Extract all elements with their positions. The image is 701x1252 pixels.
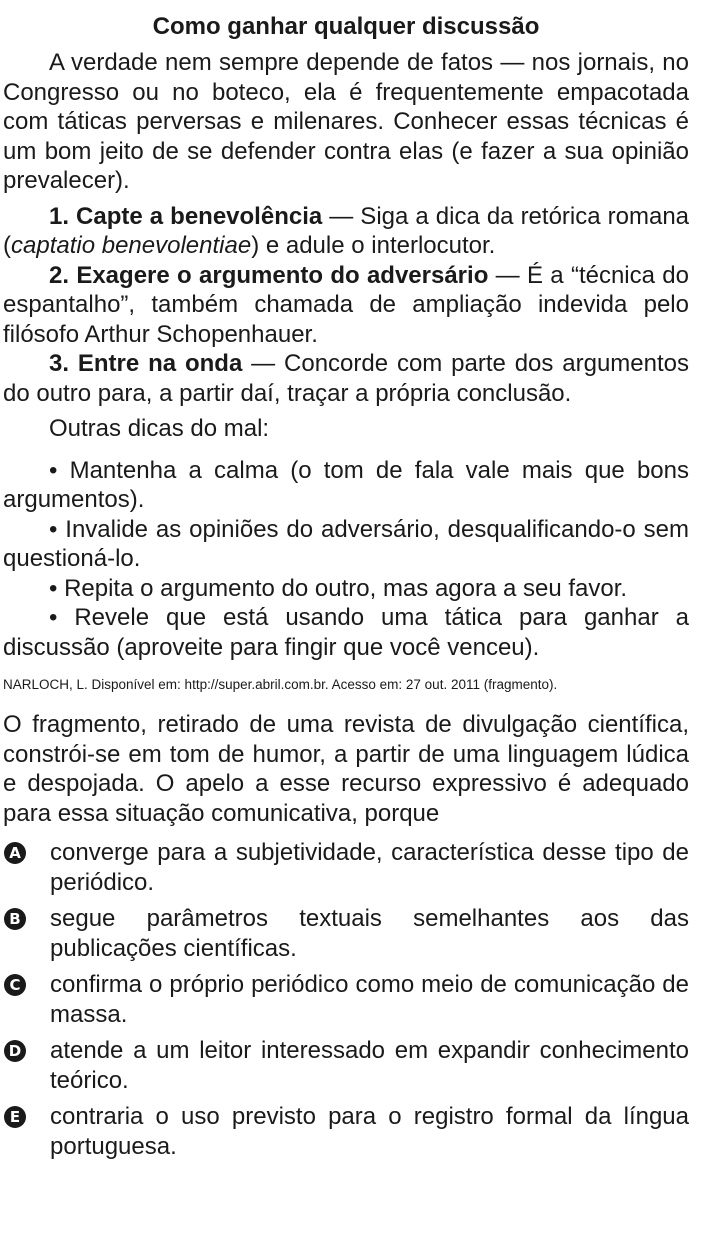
tip-1-text-before: — Siga a dica da retórica romana ( [3,202,690,259]
option-d-badge: D [4,1040,26,1062]
option-a[interactable] [3,838,689,897]
tip-3 [3,349,689,408]
source-citation: NARLOCH, L. Disponível em: http://super.abril.com.br. Acesso em: 27 out. 2011 (fragmento). [3,677,558,692]
option-b-badge: B [4,908,26,930]
list-item: • Invalide as opiniões do adversário, desqualificando-o sem questioná-lo. [3,515,689,572]
tip-3-heading: 3. Entre na onda [49,350,243,377]
intro-paragraph: A verdade nem sempre depende de fatos — nos jornais, no Congresso ou no boteco, ela é frequentemente empacotada com táticas perversas e milenares. Conhecer essas técnicas é um bom jeito de se defender contra elas (e fazer a sua opinião prevalecer). [3,49,689,194]
option-d[interactable] [3,1036,689,1095]
option-e-badge: E [4,1106,26,1128]
tip-1-text-after: ) e adule o interlocutor. [251,232,496,259]
list-item: • Mantenha a calma (o tom de fala vale mais que bons argumentos). [3,456,689,513]
tip-2 [3,261,689,350]
tip-1-heading: 1. Capte a benevolência [49,202,323,230]
option-b-text: segue parâmetros textuais semelhantes aos das publicações científicas. [50,905,689,962]
option-a-badge: A [4,842,26,864]
option-a-text: converge para a subjetividade, característica desse tipo de periódico. [50,839,689,896]
tip-1-italic: captatio benevolentiae [11,232,252,259]
option-c[interactable] [3,970,689,1029]
option-d-text: atende a um leitor interessado em expandir conhecimento teórico. [50,1037,689,1094]
article-title: Como ganhar qualquer discussão [152,13,540,40]
list-item: • Revele que está usando uma tática para ganhar a discussão (aproveite para fingir que você venceu). [3,604,689,661]
other-tips-label: Outras dicas do mal: [49,415,270,442]
answer-options [3,838,689,1161]
tip-3-text: — Concorde com parte dos argumentos do outro para, a partir daí, traçar a própria conclusão. [3,350,690,407]
tip-1 [3,202,689,261]
tip-2-text: — É a “técnica do espantalho”, também chamada de ampliação indevida pelo filósofo Arthur Schopenhauer. [3,261,689,348]
tip-2-heading: 2. Exagere o argumento do adversário [49,261,489,289]
list-item: • Repita o argumento do outro, mas agora a seu favor. [49,574,628,602]
option-c-text: confirma o próprio periódico como meio de comunicação de massa. [50,971,689,1028]
option-c-badge: C [4,974,26,996]
option-e-text: contraria o uso previsto para o registro formal da língua portuguesa. [50,1103,689,1160]
option-b[interactable] [3,904,689,963]
question-stem: O fragmento, retirado de uma revista de divulgação científica, constrói-se em tom de humor, a partir de uma linguagem lúdica e despojada. O apelo a esse recurso expressivo é adequado para essa situação comunicativa, porque [3,711,689,827]
bullet-list [3,456,689,663]
option-e[interactable] [3,1102,689,1161]
